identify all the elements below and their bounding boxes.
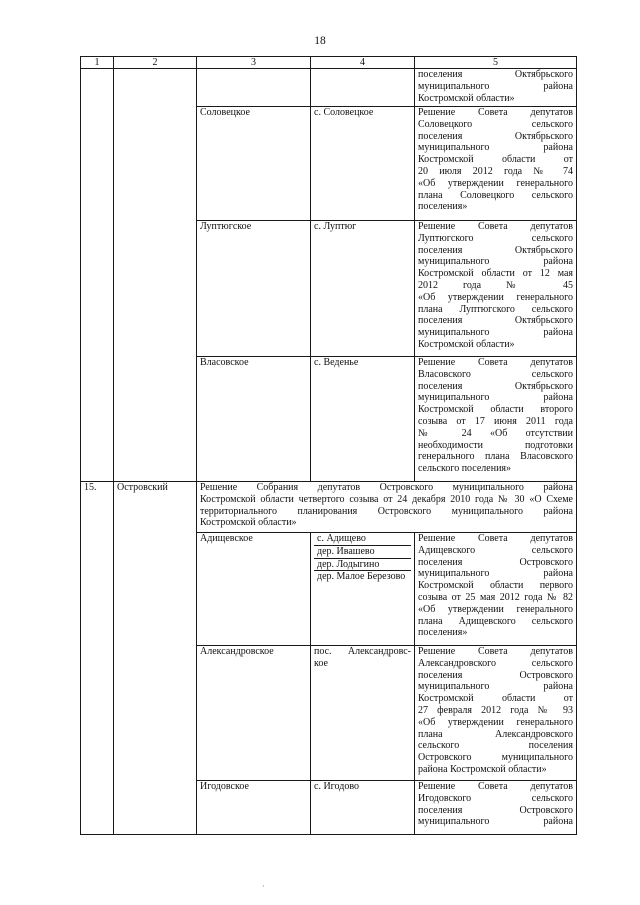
cell-document bbox=[415, 781, 577, 835]
cell-document bbox=[415, 357, 577, 482]
document-line: «Об утверждении генерального bbox=[418, 603, 573, 615]
cell-settlement-empty bbox=[197, 69, 311, 107]
document-line: муниципального района bbox=[418, 256, 573, 268]
document-line: поселения Островского bbox=[418, 556, 573, 568]
document-line: поселения Октябрьского bbox=[418, 380, 573, 392]
settlement-name: Адищевское bbox=[197, 533, 311, 646]
table-row bbox=[81, 69, 577, 107]
village-line: кое bbox=[314, 657, 328, 669]
document-line: сельского поселения bbox=[418, 740, 573, 752]
settlement-name: Соловецкое bbox=[197, 107, 311, 221]
document-line: Соловецкого сельского bbox=[418, 118, 573, 130]
village-name: с. Веденье bbox=[311, 357, 415, 482]
cell-document bbox=[415, 221, 577, 357]
document-line: созыва от 17 июня 2011 года bbox=[418, 415, 573, 427]
document-line: поселения Октябрьского bbox=[418, 130, 573, 142]
cell-document-continuation bbox=[415, 69, 577, 107]
village-name: с. Адищево bbox=[314, 533, 411, 546]
district-name: Островский bbox=[114, 482, 197, 835]
column-header-2: 2 bbox=[114, 57, 197, 69]
village-name: дер. Лодыгино bbox=[314, 559, 411, 572]
document-line: Костромской области» bbox=[418, 338, 515, 350]
cell-document bbox=[415, 533, 577, 646]
column-header-4: 4 bbox=[311, 57, 415, 69]
document-line: района Костромской области» bbox=[418, 763, 547, 775]
village-name: дер. Малое Березово bbox=[317, 571, 406, 583]
decision-line: Решение Собрания депутатов Островского муниципального района bbox=[200, 482, 573, 493]
document-line: плана Адищевского сельского bbox=[418, 615, 573, 627]
document-line: «Об утверждении генерального bbox=[418, 177, 573, 189]
document-line: созыва от 25 мая 2012 года № 82 bbox=[418, 591, 573, 603]
document-line: 2012 года № 45 bbox=[418, 279, 573, 291]
document-line: поселения Октябрьского bbox=[418, 69, 573, 80]
document-line: муниципального района bbox=[418, 392, 573, 404]
decision-line: территориального планирования Островского муниципального района bbox=[200, 505, 573, 517]
column-header-3: 3 bbox=[197, 57, 311, 69]
document-line: Решение Совета депутатов bbox=[418, 107, 573, 118]
document-line: поселения» bbox=[418, 627, 468, 639]
document-line: Решение Совета депутатов bbox=[418, 221, 573, 232]
village-name: с. Луптюг bbox=[311, 221, 415, 357]
document-line: муниципального района bbox=[418, 681, 573, 693]
document-line: плана Александровского bbox=[418, 728, 573, 740]
document-line: Решение Совета депутатов bbox=[418, 533, 573, 544]
settlement-name: Игодовское bbox=[197, 781, 311, 835]
row-number: 15. bbox=[81, 482, 114, 835]
document-line: Островского муниципального bbox=[418, 752, 573, 764]
village-name: с. Соловецкое bbox=[311, 107, 415, 221]
document-line: плана Луптюгского сельского bbox=[418, 303, 573, 315]
document-line: 20 июля 2012 года № 74 bbox=[418, 165, 573, 177]
village-name: с. Игодово bbox=[311, 781, 415, 835]
table-row bbox=[81, 482, 577, 533]
document-line: генерального плана Власовского bbox=[418, 451, 573, 463]
document-line: муниципального района bbox=[418, 816, 573, 828]
scan-dot-mark: · bbox=[262, 882, 265, 891]
village-name: дер. Ивашево bbox=[314, 546, 411, 559]
document-line: муниципального района bbox=[418, 80, 573, 92]
document-line: Костромской области от 12 мая bbox=[418, 268, 573, 280]
settlement-name: Луптюгское bbox=[197, 221, 311, 357]
cell-village-empty bbox=[311, 69, 415, 107]
document-line: муниципального района bbox=[418, 327, 573, 339]
document-line: 27 февраля 2012 года № 93 bbox=[418, 704, 573, 716]
document-line: Решение Совета депутатов bbox=[418, 357, 573, 368]
cell-district-empty bbox=[114, 69, 197, 482]
settlements-table bbox=[80, 56, 577, 835]
document-line: Решение Совета депутатов bbox=[418, 646, 573, 657]
document-line: Костромской области» bbox=[418, 92, 515, 104]
cell-document bbox=[415, 107, 577, 221]
document-line: «Об утверждении генерального bbox=[418, 716, 573, 728]
document-line: Луптюгского сельского bbox=[418, 232, 573, 244]
document-line: Власовского сельского bbox=[418, 368, 573, 380]
village-name bbox=[311, 646, 415, 781]
page-number: 18 bbox=[314, 35, 326, 47]
document-line: муниципального района bbox=[418, 568, 573, 580]
cell-document bbox=[415, 646, 577, 781]
document-line: Костромской области от bbox=[418, 154, 573, 166]
document-line: «Об утверждении генерального bbox=[418, 291, 573, 303]
document-line: Решение Совета депутатов bbox=[418, 781, 573, 792]
document-line: поселения Октябрьского bbox=[418, 315, 573, 327]
decision-line: Костромской области четвертого созыва от 24 декабря 2010 года № 30 «О Схеме bbox=[200, 493, 573, 505]
decision-line: Костромской области» bbox=[200, 517, 297, 529]
document-line: Адищевского сельского bbox=[418, 544, 573, 556]
settlement-name: Александровское bbox=[197, 646, 311, 781]
document-line: поселения Островского bbox=[418, 804, 573, 816]
document-line: № 24 «Об отсутствии bbox=[418, 427, 573, 439]
column-header-5: 5 bbox=[415, 57, 577, 69]
document-line: Костромской области второго bbox=[418, 404, 573, 416]
cell-number-empty bbox=[81, 69, 114, 482]
village-list bbox=[311, 533, 415, 646]
document-line: Костромской области первого bbox=[418, 580, 573, 592]
document-line: Игодовского сельского bbox=[418, 792, 573, 804]
document-line: поселения» bbox=[418, 201, 468, 213]
column-number-header-row bbox=[81, 57, 577, 69]
document-line: Александровского сельского bbox=[418, 657, 573, 669]
document-line: плана Соловецкого сельского bbox=[418, 189, 573, 201]
village-line: пос. Александровс- bbox=[314, 646, 411, 657]
document-line: поселения Островского bbox=[418, 669, 573, 681]
document-line: муниципального района bbox=[418, 142, 573, 154]
document-line: необходимости подготовки bbox=[418, 439, 573, 451]
document-line: поселения Октябрьского bbox=[418, 244, 573, 256]
document-line: Костромской области от bbox=[418, 693, 573, 705]
column-header-1: 1 bbox=[81, 57, 114, 69]
settlement-name: Власовское bbox=[197, 357, 311, 482]
district-decision bbox=[197, 482, 577, 533]
document-line: сельского поселения» bbox=[418, 463, 512, 475]
